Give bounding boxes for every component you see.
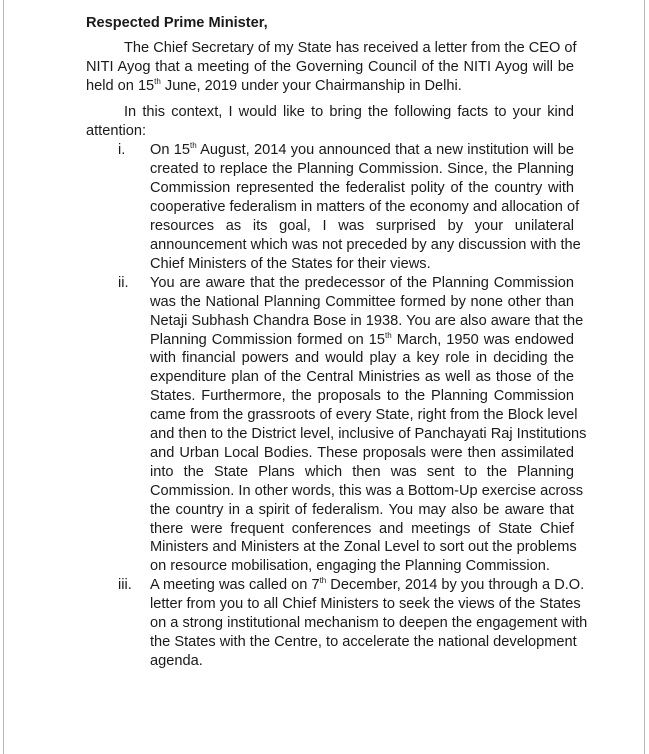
list-item — [86, 141, 581, 273]
paragraph-line: The Chief Secretary of my State has received a letter from the CEO of — [124, 39, 577, 56]
list-item-line: letter from you to all Chief Ministers to seek the views of the States — [150, 596, 581, 613]
list-item-line: expenditure plan of the Central Ministries as well as those of the — [150, 369, 574, 386]
list-item-line: Chief Ministers of the States for their views. — [150, 255, 431, 272]
list-item-line: on a strong institutional mechanism to deepen the engagement with — [150, 615, 588, 632]
list-item-line: Ministers and Ministers at the Zonal Level to sort out the problems — [150, 539, 577, 556]
list-item-line: Netaji Subhash Chandra Bose in 1938. You are also aware that the — [150, 312, 584, 329]
list-item-line: came from the grassroots of every State, right from the Block level — [150, 407, 578, 424]
list-item-line: resources as its goal, I was surprised by your unilateral — [150, 218, 574, 235]
salutation: Respected Prime Minister, — [86, 15, 268, 31]
paragraph-line: NITI Ayog that a meeting of the Governing Council of the NITI Ayog will be — [86, 58, 574, 75]
list-item-line: was the National Planning Committee formed by none other than — [150, 293, 574, 310]
list-item-line: with financial powers and would play a key role in deciding the — [150, 350, 574, 367]
list-item-line: You are aware that the predecessor of the Planning Commission — [150, 274, 574, 291]
list-item-line: agenda. — [150, 652, 203, 669]
intro-paragraph — [86, 39, 577, 96]
list-item-line: and Urban Local Bodies. These proposals were then assimilated — [150, 444, 574, 461]
list-item-line: Planning Commission formed on 15th March, 1950 was endowed — [150, 330, 574, 348]
list-item-line: the States with the Centre, to accelerate the national development — [150, 634, 577, 650]
list-item-line: Commission. In other words, this was a Bottom-Up exercise across — [150, 482, 584, 499]
list-item-line: created to replace the Planning Commission. Since, the Planning — [150, 161, 574, 178]
list-item-line: announcement which was not preceded by any discussion with the — [150, 236, 581, 253]
list-item-line: Commission represented the federalist polity of the country with — [150, 180, 574, 197]
list-marker: iii. — [118, 577, 132, 594]
list-item — [86, 274, 587, 577]
list-item-line: the country in a spirit of federalism. You may also be aware that — [150, 501, 574, 518]
list-item-line: States. Furthermore, the proposals to the Planning Commission — [150, 388, 574, 405]
page-edge-left — [3, 0, 4, 754]
page-edge-right — [644, 0, 645, 754]
list-item-line: A meeting was called on 7th December, 2014 by you through a D.O. — [150, 576, 585, 594]
list-item-line: cooperative federalism in matters of the economy and allocation of — [150, 199, 580, 216]
list-marker: ii. — [118, 274, 129, 291]
paragraph-line: attention: — [86, 122, 147, 139]
facts-list — [86, 141, 588, 670]
list-marker: i. — [118, 142, 126, 159]
paragraph-line: In this context, I would like to bring the following facts to your kind — [124, 103, 574, 120]
list-item — [86, 576, 588, 671]
list-item-line: and then to the District level, inclusive of Panchayati Raj Institutions — [150, 426, 587, 443]
context-paragraph — [86, 103, 574, 141]
list-item-line: into the State Plans which then was sent to the Planning — [150, 463, 574, 480]
list-item-line: On 15th August, 2014 you announced that a new institution will be — [150, 141, 574, 159]
paragraph-line: held on 15th June, 2019 under your Chairmanship in Delhi. — [86, 76, 462, 94]
list-item-line: there were frequent conferences and meetings of State Chief — [150, 520, 574, 537]
list-item-line: on resource mobilisation, engaging the Planning Commission. — [150, 558, 550, 575]
letter-body — [86, 14, 588, 671]
